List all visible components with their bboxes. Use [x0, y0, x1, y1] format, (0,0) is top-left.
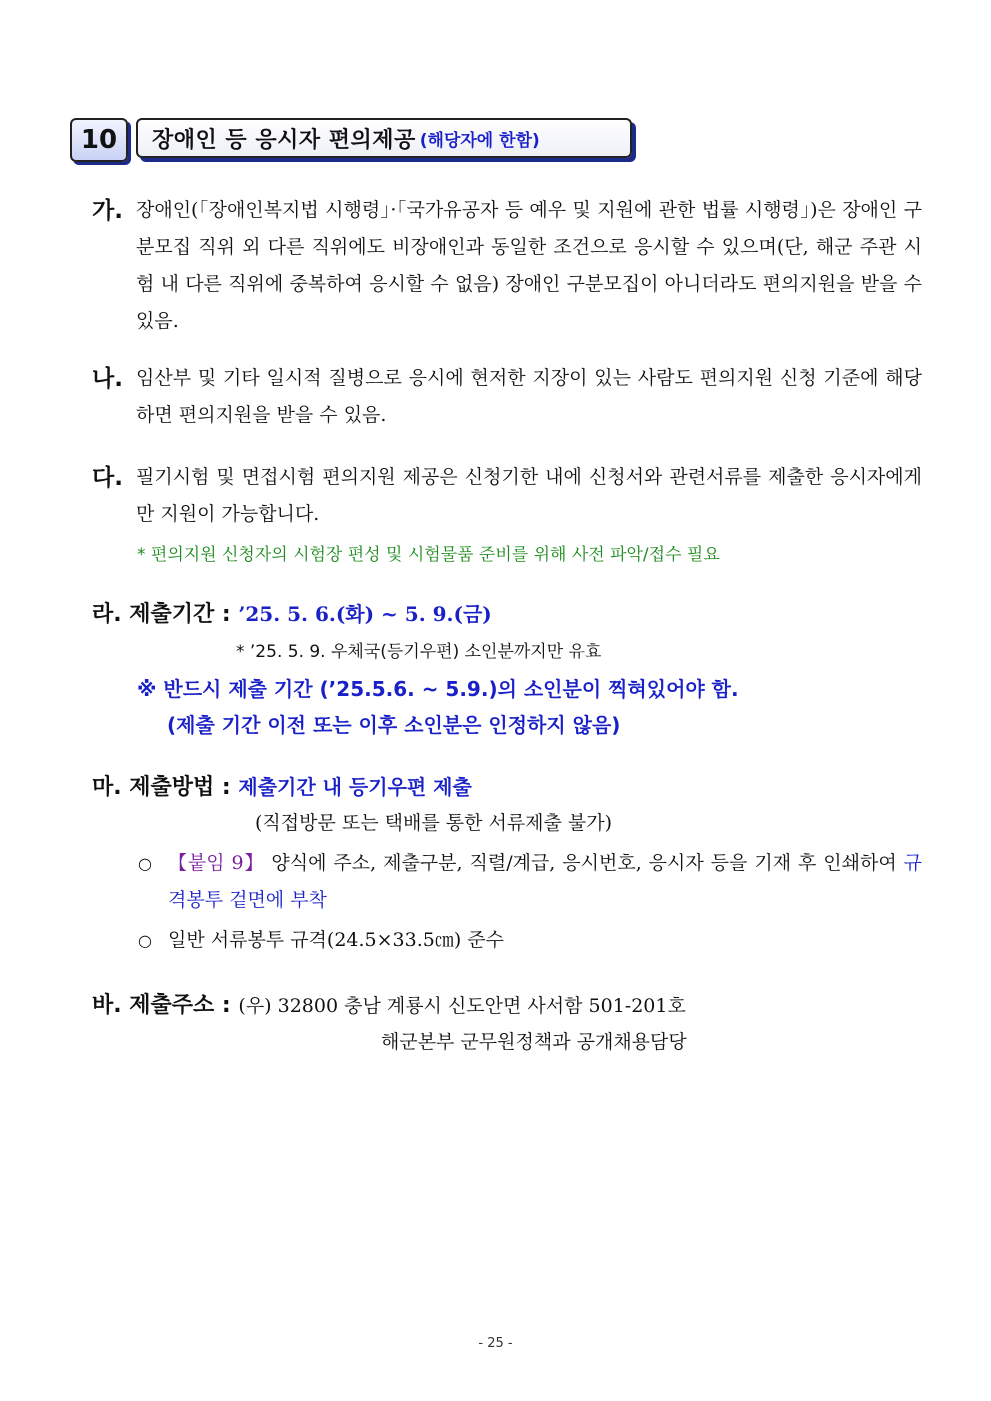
- item-ga-text: 장애인(「장애인복지법 시행령」·「국가유공자 등 예우 및 지원에 관한 법률 시행령」)은 장애인 구분모집 직위 외 다른 직위에도 비장애인과 동일한 조건으로 응시할 수 있으며(단, 해군 주관 시험 내 다른 직위에 중복하여 응시할 수 없음) 장애인 구분모집이 아니더라도 편의지원을 받을 수 있음.: [136, 199, 922, 332]
- page-number: - 25 -: [478, 1336, 513, 1351]
- item-ba-heading: [92, 988, 686, 1019]
- item-ma-bullet-1: [138, 845, 922, 919]
- item-ma-heading: [92, 770, 472, 801]
- item-ma-method: 제출기간 내 등기우편 제출: [238, 775, 472, 799]
- section-title-box: [136, 118, 632, 158]
- item-na-marker: 나.: [92, 366, 123, 392]
- item-ra-note: * ’25. 5. 9. 우체국(등기우편) 소인분까지만 유효: [236, 642, 602, 662]
- item-da-marker: 다.: [92, 465, 123, 491]
- item-ma-bullet-1-text: [168, 845, 922, 919]
- section-title: 장애인 등 응시자 편의제공: [152, 127, 416, 153]
- item-ma-sub: (직접방문 또는 택배를 통한 서류제출 불가): [255, 812, 613, 834]
- item-ga: [92, 192, 922, 340]
- section-subtitle: (해당자에 한함): [419, 130, 540, 151]
- bullet-circle-icon: ○: [138, 854, 152, 873]
- item-da-note: * 편의지원 신청자의 시험장 편성 및 시험물품 준비를 위해 사전 파악/접수 필요: [137, 545, 720, 565]
- item-na-text: 임산부 및 기타 일시적 질병으로 응시에 현저한 지장이 있는 사람도 편의지원 신청 기준에 해당하면 편의지원을 받을 수 있음.: [136, 367, 922, 426]
- section-number-box: 10: [70, 118, 128, 162]
- item-ma-bullet-2: [138, 922, 922, 959]
- item-ma-bullet-1-highlight: 규격봉투 겉면에 부착: [168, 852, 922, 911]
- item-ga-marker: 가.: [92, 198, 123, 224]
- item-na: [92, 360, 922, 434]
- item-da-text: 필기시험 및 면접시험 편의지원 제공은 신청기한 내에 신청서와 관련서류를 제출한 응시자에게만 지원이 가능합니다.: [136, 466, 922, 525]
- item-ma-label: 마. 제출방법 :: [92, 775, 231, 800]
- attachment-tag: 【붙임 9】: [168, 852, 265, 874]
- item-ra-warning-2: (제출 기간 이전 또는 이후 소인분은 인정하지 않음): [167, 713, 621, 737]
- item-ra-period: ’25. 5. 6.(화) ~ 5. 9.(금): [238, 602, 492, 626]
- item-ra-heading: [92, 597, 492, 628]
- item-ba-address-2: 해군본부 군무원정책과 공개채용담당: [381, 1031, 687, 1053]
- item-ma-bullet-2-text: 일반 서류봉투 규격(24.5×33.5㎝) 준수: [168, 929, 505, 951]
- item-ba-label: 바. 제출주소 :: [92, 993, 231, 1018]
- item-ba-address-1: (우) 32800 충남 계룡시 신도안면 사서함 501-201호: [238, 995, 686, 1017]
- item-ra-label: 라. 제출기간 :: [92, 602, 231, 627]
- item-ra-warning-1: ※ 반드시 제출 기간 (’25.5.6. ~ 5.9.)의 소인분이 찍혀있어야 함.: [137, 677, 739, 701]
- bullet-circle-icon: ○: [138, 931, 152, 950]
- item-da: [92, 459, 922, 533]
- item-ma-bullet-1-body: 양식에 주소, 제출구분, 직렬/계급, 응시번호, 응시자 등을 기재 후 인쇄하여: [264, 852, 904, 874]
